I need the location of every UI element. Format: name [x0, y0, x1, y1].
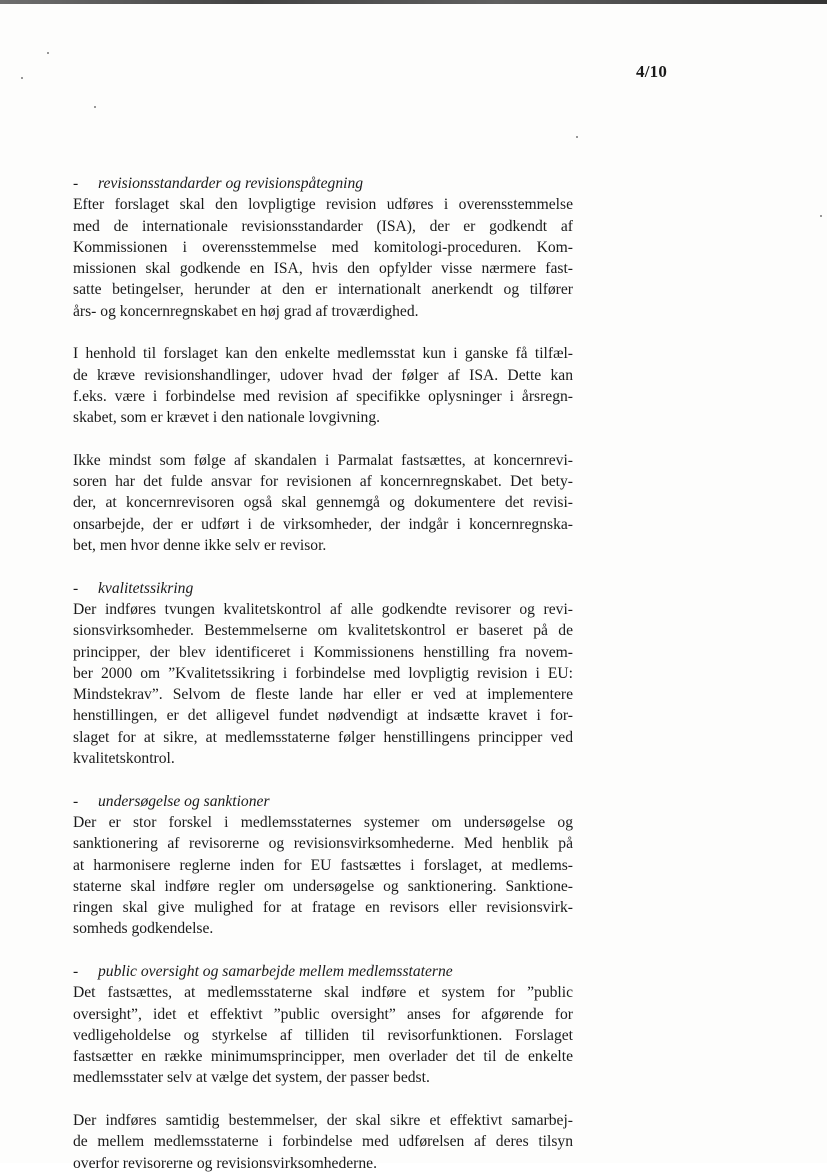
- paragraph-line: soren har det fulde ansvar for revisionen af koncernregnskabet. Det bety-: [73, 473, 573, 491]
- paragraph-line: Der er stor forskel i medlemsstaternes systemer om undersøgelse og: [73, 813, 573, 831]
- paragraph-line: skabet, som er krævet i den nationale lovgivning.: [73, 409, 381, 427]
- paragraph-line: fastsætter en række minimumsprincipper, men overlader det til de enkelte: [73, 1048, 573, 1066]
- scan-speck: [21, 77, 23, 79]
- paragraph-line: vedligeholdelse og styrkelse af tilliden til revisorfunktionen. Forslaget: [73, 1026, 573, 1044]
- paragraph-line: års- og koncernregnskabet en høj grad af troværdighed.: [73, 302, 419, 320]
- paragraph-line: Kommissionen i overensstemmelse med komitologi-proceduren. Kom-: [73, 238, 573, 256]
- scan-speck: [47, 52, 49, 54]
- paragraph-line: somheds godkendelse.: [73, 920, 214, 938]
- paragraph-line: at harmonisere reglerne inden for EU fastsættes i forslaget, at medlems-: [73, 856, 573, 874]
- section-heading: - revisionsstandarder og revisionspåtegning: [73, 175, 364, 192]
- section-heading: - undersøgelse og sanktioner: [73, 792, 270, 810]
- paragraph-line: bet, men hvor denne ikke selv er revisor.: [73, 537, 327, 555]
- paragraph-line: med de internationale revisionsstandarder (ISA), der er godkendt af: [73, 217, 573, 235]
- paragraph-samarbejde: [73, 1110, 573, 1174]
- paragraph-line: ber 2000 om ”Kvalitetssikring i forbindelse med lovpligtig revision i EU:: [73, 664, 573, 682]
- paragraph-line: henstillingen, er det alligevel fundet nødvendigt at indsætte kravet i for-: [73, 707, 573, 725]
- section-undersoegelse-og-sanktioner: [73, 791, 573, 940]
- paragraph-line: Der indføres tvungen kvalitetskontrol af alle godkendte revisorer og revi-: [73, 600, 573, 618]
- paragraph-line: onsarbejde, der er udført i de virksomheder, der indgår i koncernregnska-: [73, 515, 573, 533]
- scan-speck: [576, 136, 578, 138]
- scan-edge: [0, 0, 827, 4]
- paragraph-line: oversight”, idet et effektivt ”public oversight” anses for afgørende for: [73, 1005, 573, 1023]
- paragraph-line: satte betingelser, herunder at den er internationalt anerkendt og tilfører: [73, 281, 573, 299]
- section-public-oversight: [73, 961, 573, 1089]
- paragraph-line: der, at koncernrevisoren også skal gennemgå og dokumentere det revisi-: [73, 494, 573, 512]
- paragraph-line: de mellem medlemsstaterne i forbindelse med udførelsen af deres tilsyn: [73, 1133, 573, 1151]
- paragraph-line: sionsvirksomheder. Bestemmelserne om kvalitetskontrol er baseret på de: [73, 622, 573, 640]
- page-number: 4/10: [636, 62, 668, 81]
- paragraph-line: sanktionering af revisorerne og revisionsvirksomhederne. Med henblik på: [73, 835, 573, 853]
- paragraph-line: overfor revisorerne og revisionsvirksomhederne.: [73, 1154, 377, 1172]
- section-heading: - public oversight og samarbejde mellem medlemsstaterne: [73, 962, 453, 980]
- paragraph-line: slaget for at sikre, at medlemsstaterne følger henstillingens principper ved: [73, 728, 573, 746]
- section-heading: - kvalitetssikring: [73, 579, 194, 597]
- paragraph-line: Efter forslaget skal den lovpligtige revision udføres i overensstemmelse: [73, 196, 573, 214]
- paragraph-medlemsstat: [73, 343, 573, 428]
- paragraph-koncernrevisor: [73, 450, 573, 556]
- document-body: [73, 173, 573, 1174]
- paragraph-line: ringen skal give mulighed for at fratage en revisors eller revisionsvirk-: [73, 899, 573, 917]
- paragraph-line: f.eks. være i forbindelse med revision af specifikke oplysninger i årsregn-: [73, 387, 573, 405]
- paragraph-line: staterne skal indføre regler om undersøgelse og sanktionering. Sanktione-: [73, 877, 573, 895]
- section-heading-text: revisionsstandarder og revisionspåtegning: [98, 175, 364, 192]
- paragraph-line: Der indføres samtidig bestemmelser, der skal sikre et effektivt samarbej-: [73, 1112, 573, 1130]
- paragraph-line: kvalitetskontrol.: [73, 750, 175, 768]
- paragraph-line: Mindstekrav”. Selvom de fleste lande har eller er ved at implementere: [73, 686, 573, 704]
- paragraph-line: principper, der blev identificeret i Kommissionens henstilling fra novem-: [73, 643, 573, 661]
- section-kvalitetssikring: [73, 578, 573, 770]
- paragraph-line: Ikke mindst som følge af skandalen i Parmalat fastsættes, at koncernrevi-: [73, 451, 573, 469]
- paragraph-line: missionen skal godkende en ISA, hvis den opfylder visse nærmere fast-: [73, 260, 573, 278]
- paragraph-line: I henhold til forslaget kan den enkelte medlemsstat kun i ganske få tilfæl-: [73, 345, 573, 363]
- scan-speck: [820, 215, 822, 217]
- paragraph-line: medlemsstater selv at vælge det system, der passer bedst.: [73, 1069, 430, 1087]
- scan-speck: [94, 106, 96, 108]
- section-heading-text: public oversight og samarbejde mellem medlemsstaterne: [98, 962, 453, 980]
- section-revisionsstandarder: [73, 173, 573, 322]
- section-heading-text: kvalitetssikring: [98, 579, 194, 597]
- paragraph-line: de kræve revisionshandlinger, udover hvad der følger af ISA. Dette kan: [73, 366, 573, 384]
- section-heading-text: undersøgelse og sanktioner: [98, 792, 270, 810]
- paragraph-line: Det fastsættes, at medlemsstaterne skal indføre et system for ”public: [73, 984, 573, 1002]
